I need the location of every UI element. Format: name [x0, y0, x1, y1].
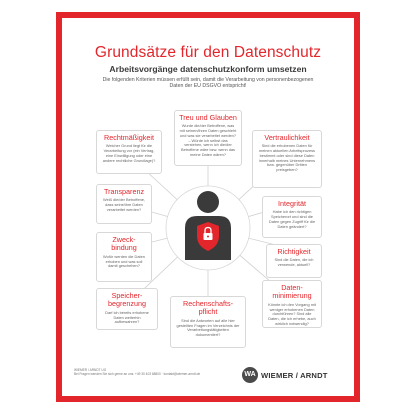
card-text: Sind die Daten, die ich verwende, aktuell?: [274, 257, 314, 268]
page-title: Grundsätze für den Datenschutz: [94, 44, 322, 61]
card-title: Daten- minimierung: [272, 283, 312, 301]
card-text: Welcher Grund liegt für die Verarbeitung vor (ein Vertrag, eine Einwilligung oder eine andere rechtliche Grundlage)?: [102, 143, 156, 163]
card-text: Sind die Antworten auf alle hier gestellten Fragen im Verzeichnis der Verarbeitungstätigkeiten dokumentiert?: [176, 317, 240, 337]
logo-mark: WA: [242, 367, 258, 383]
card-title: Zweck- bindung: [111, 235, 137, 253]
card-text: Wurde die/der Betroffene, was mit seinen/ihren Daten geschieht und was sie verarbeitet werden? – Würde ich selbst das verstehen, wenn ich die/der Betroffene wäre bzw. wenn das meine Daten wären?: [179, 123, 237, 157]
card-title: Rechtmäßigkeit: [104, 133, 154, 142]
intro-text: Die folgenden Kriterien müssen erfüllt sein, damit die Verarbeitung von personenbezogenen Daten der EU DSGVO entspricht!: [102, 77, 314, 90]
card-integritaet: [262, 196, 322, 238]
card-zweckbindung: [96, 232, 152, 282]
card-treu-und-glauben: [174, 110, 242, 166]
card-title: Richtigkeit: [277, 247, 311, 256]
footer-contact-line: Bei Fragen wenden Sie sich gerne an uns: +49 30 403 68800 · kontakt@wiemer-arndt.de: [74, 372, 201, 377]
card-text: Wofür werden die Daten erhoben und was soll damit geschehen?: [103, 253, 145, 269]
card-text: Weiß die/der Betroffene, dass seine/ihre Daten verarbeitet werden?: [102, 197, 146, 212]
card-title: Integrität: [278, 199, 306, 208]
card-title: Rechenschafts- pflicht: [183, 299, 233, 317]
card-text: Darf ich bereits erhobene Daten weiterhin aufbewahren?: [105, 309, 149, 325]
card-text: Sind die erhobenen Daten für meinen aktuellen Arbeitsprozess bestimmt oder sind diese Daten innerhalb meines Unternehmens bzw. gegenüber Dritten preisgeben?: [258, 143, 316, 172]
card-text: Könnte ich den Vorgang mit weniger erhobenen Daten durchführen? Sind alle Daten, die ich erhebe, auch wirklich notwendig?: [268, 301, 316, 326]
card-title: Transparenz: [103, 187, 145, 196]
footer-company: WIEMER / ARNDT UG: [74, 368, 107, 372]
card-title: Treu und Glauben: [179, 113, 237, 122]
card-title: Speicher- begrenzung: [108, 291, 146, 309]
card-transparenz: [96, 184, 152, 224]
card-vertraulichkeit: [252, 130, 322, 188]
card-rechenschaftspflicht: [170, 296, 246, 348]
page-subtitle: Arbeitsvorgänge datenschutzkonform umsetzen: [109, 64, 307, 74]
person-icon: [177, 188, 239, 264]
card-richtigkeit: [266, 244, 322, 278]
card-rechtmaessigkeit: [96, 130, 162, 174]
card-datenminimierung: [262, 280, 322, 328]
logo-text: WIEMER / ARNDT: [261, 371, 328, 380]
footer-contact: [74, 368, 200, 376]
card-title: Vertraulichkeit: [264, 133, 310, 142]
card-text: Habe ich den richtigen Speicherort und sind die Daten gegen Zugriff für die Daten geändert?: [268, 209, 316, 229]
poster: [56, 12, 360, 402]
card-speicherbegrenzung: [96, 288, 158, 330]
